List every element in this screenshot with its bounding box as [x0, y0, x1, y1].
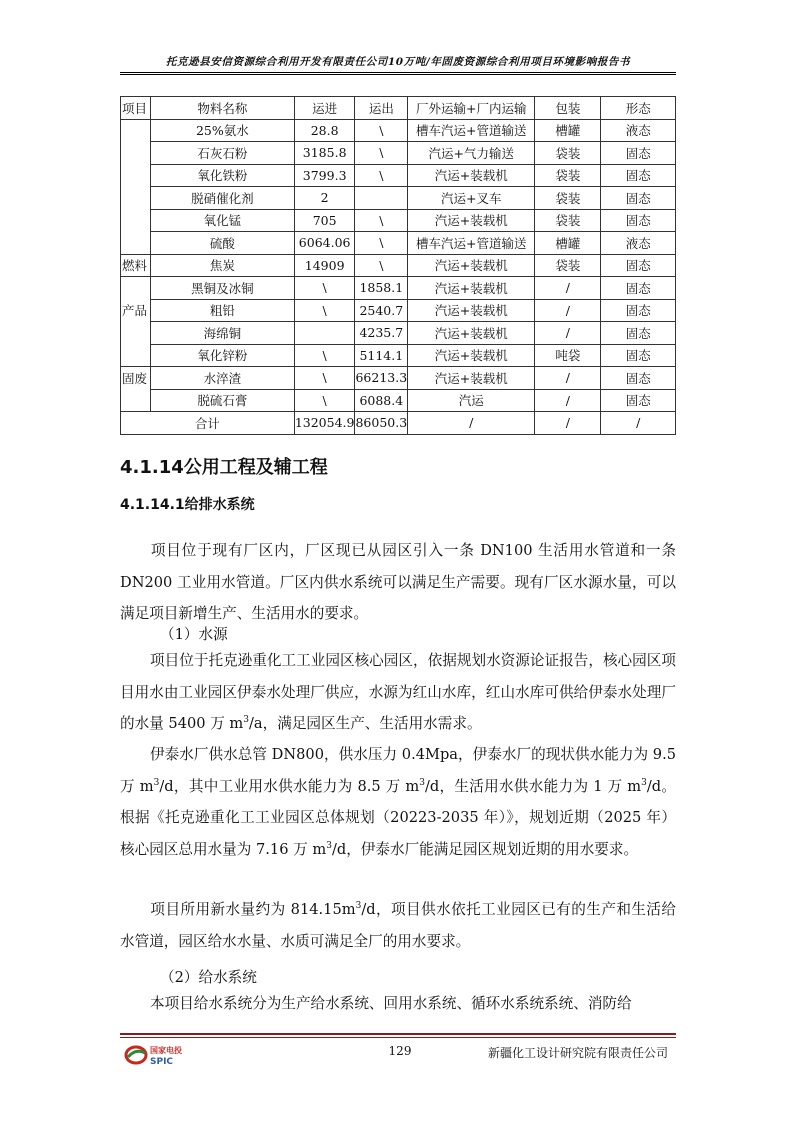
cell-total-out: 86050.3 [355, 412, 408, 435]
cell-category [121, 119, 151, 142]
cell-total-state: / [601, 412, 676, 435]
cell-category [121, 187, 151, 210]
superscript: 3 [419, 777, 425, 788]
cell-in: \ [294, 367, 355, 390]
col-header-transport: 厂外运输+厂内运输 [408, 97, 535, 120]
cell-transport: 汽运+气力输送 [408, 142, 535, 165]
cell-in: 28.8 [294, 119, 355, 142]
cell-material: 氧化铁粉 [150, 164, 294, 187]
page-header: 托克逊县安信资源综合利用开发有限责任公司10万吨/年固废资源综合利用项目环境影响报告书 [165, 56, 631, 68]
cell-transport: 汽运+装载机 [408, 164, 535, 187]
capacity-text-1: 伊泰水厂供水总管 DN800，供水压力 0.4Mpa，伊泰水厂的现状供水能力为 9.5 万 m [120, 746, 676, 795]
heading-water-supply-system: （2）给水系统 [160, 969, 257, 986]
col-header-category: 项目 [121, 97, 151, 120]
cell-transport: 汽运 [408, 389, 535, 412]
col-header-in: 运进 [294, 97, 355, 120]
cell-total-in: 132054.9 [294, 412, 355, 435]
cell-state: 固态 [601, 367, 676, 390]
cell-packing: 吨袋 [535, 344, 601, 367]
new-water-text-2: /d，项目供水依托工业园区已有的生产和生活给水管道，园区给水水量、水质可满足全厂的用水要求。 [120, 901, 677, 950]
cell-out: 4235.7 [355, 322, 408, 345]
cell-transport: 汽运+装载机 [408, 367, 535, 390]
paragraph-new-water [120, 894, 676, 957]
cell-out: 1858.1 [355, 277, 408, 300]
cell-state: 固态 [601, 164, 676, 187]
cell-out: \ [355, 232, 408, 255]
footer-rule-secondary [120, 1037, 676, 1038]
cell-category: 产品 [121, 299, 151, 322]
table-row [121, 344, 676, 367]
cell-transport: 汽运+装载机 [408, 299, 535, 322]
cell-in: \ [294, 389, 355, 412]
cell-out: \ [355, 164, 408, 187]
cell-state: 液态 [601, 119, 676, 142]
capacity-text-4: /d。根据《托克逊重化工工业园区总体规划（20223-2035 年）》，规划近期（2025 年）核心园区总用水量为 7.16 万 m [120, 777, 676, 858]
cell-category [121, 344, 151, 367]
cell-state: 固态 [601, 277, 676, 300]
cell-packing: 袋装 [535, 209, 601, 232]
cell-state: 固态 [601, 322, 676, 345]
cell-out: 2540.7 [355, 299, 408, 322]
cell-material: 氧化锰 [150, 209, 294, 232]
cell-out: 5114.1 [355, 344, 408, 367]
col-header-state: 形态 [601, 97, 676, 120]
cell-packing: 袋装 [535, 187, 601, 210]
cell-category [121, 209, 151, 232]
cell-out: \ [355, 119, 408, 142]
paragraph-water-source-text: 项目位于托克逊重化工工业园区核心园区，依据规划水资源论证报告，核心园区项目用水由工业园区伊泰水处理厂供应，水源为红山水库，红山水库可供给伊泰水处理厂的水量 5400 万 m [120, 652, 676, 732]
cell-material: 氧化锌粉 [150, 344, 294, 367]
cell-packing: / [535, 322, 601, 345]
cell-material: 水淬渣 [150, 367, 294, 390]
cell-material: 脱硝催化剂 [150, 187, 294, 210]
cell-in: 3185.8 [294, 142, 355, 165]
spic-logo [124, 1042, 194, 1068]
cell-state: 固态 [601, 389, 676, 412]
cell-out: 66213.3 [355, 367, 408, 390]
cell-material: 硫酸 [150, 232, 294, 255]
cell-packing: 槽罐 [535, 232, 601, 255]
cell-total-label: 合计 [121, 412, 295, 435]
table-row [121, 254, 676, 277]
cell-in: 14909 [294, 254, 355, 277]
superscript: 3 [153, 777, 160, 788]
materials-table [120, 96, 676, 435]
cell-out: 6088.4 [355, 389, 408, 412]
cell-state: 固态 [601, 299, 676, 322]
cell-transport: 汽运+装载机 [408, 277, 535, 300]
table-row [121, 299, 676, 322]
cell-category [121, 164, 151, 187]
cell-out [355, 187, 408, 210]
cell-category: 燃料 [121, 254, 151, 277]
logo-en-text: SPIC [150, 1057, 174, 1067]
cell-material: 粗铅 [150, 299, 294, 322]
cell-state: 固态 [601, 254, 676, 277]
capacity-text-5: /d，伊泰水厂能满足园区规划近期的用水要求。 [331, 840, 639, 858]
cell-material: 25%氨水 [150, 119, 294, 142]
col-header-material: 物料名称 [150, 97, 294, 120]
cell-category [121, 142, 151, 165]
paragraph-water-source-text-end: /a，满足园区生产、生活用水需求。 [249, 715, 482, 732]
cell-in: 6064.06 [294, 232, 355, 255]
cell-packing: 槽罐 [535, 119, 601, 142]
cell-category [121, 389, 151, 412]
cell-packing: / [535, 389, 601, 412]
section-title: 4.1.14公用工程及辅工程 [120, 457, 328, 478]
cell-packing: 袋装 [535, 254, 601, 277]
cell-material: 黑铜及冰铜 [150, 277, 294, 300]
cell-out: \ [355, 142, 408, 165]
cell-transport: 汽运+装载机 [408, 322, 535, 345]
cell-packing: 袋装 [535, 164, 601, 187]
cell-material: 焦炭 [150, 254, 294, 277]
cell-packing: 袋装 [535, 142, 601, 165]
superscript: 3 [326, 840, 332, 851]
paragraph-intro [120, 535, 676, 630]
cell-out: \ [355, 254, 408, 277]
cell-packing: / [535, 367, 601, 390]
logo-cn-text: 国家电投 [150, 1046, 182, 1055]
cell-state: 固态 [601, 344, 676, 367]
footer-organization: 新疆化工设计研究院有限责任公司 [488, 1046, 669, 1060]
subsection-title: 4.1.14.1给排水系统 [120, 497, 255, 513]
cell-in: \ [294, 277, 355, 300]
cell-transport: 槽车汽运+管道输送 [408, 119, 535, 142]
cell-state: 液态 [601, 232, 676, 255]
col-header-packing: 包装 [535, 97, 601, 120]
table-header-row [121, 97, 676, 120]
cell-transport: 汽运+装载机 [408, 254, 535, 277]
cell-state: 固态 [601, 187, 676, 210]
table-row [121, 232, 676, 255]
table-row [121, 322, 676, 345]
paragraph-water-supply-capacity [120, 739, 676, 865]
cell-in: \ [294, 344, 355, 367]
cell-in: \ [294, 299, 355, 322]
header-rule-secondary [120, 74, 676, 75]
spic-logo-icon [124, 1042, 194, 1068]
cell-category [121, 322, 151, 345]
cell-material: 海绵铜 [150, 322, 294, 345]
cell-in: 2 [294, 187, 355, 210]
cell-total-transport: / [408, 412, 535, 435]
new-water-text-1: 项目所用新水量约为 814.15m [150, 901, 356, 918]
paragraph-water-source [120, 645, 676, 740]
cell-packing: / [535, 277, 601, 300]
superscript: 3 [641, 777, 647, 788]
heading-water-source: （1）水源 [160, 626, 228, 643]
capacity-text-2: /d，其中工业用水供水能力为 8.5 万 m [159, 777, 420, 795]
cell-in: 3799.3 [294, 164, 355, 187]
paragraph-supply-system [120, 988, 676, 1020]
cell-transport: 汽运+叉车 [408, 187, 535, 210]
footer-rule [120, 1033, 676, 1035]
superscript: 3 [243, 715, 250, 726]
table-row [121, 389, 676, 412]
page-number: 129 [388, 1044, 412, 1058]
capacity-text-3: /d，生活用水供水能力为 1 万 m [424, 777, 642, 795]
cell-total-pack: / [535, 412, 601, 435]
paragraph-intro-text: 项目位于现有厂区内，厂区现已从园区引入一条 DN100 生活用水管道和一条 DN200 工业用水管道。厂区内供水系统可以满足生产需要。现有厂区水源水量，可以满足项目新增生产、生活用水的要求。 [120, 542, 676, 622]
cell-state: 固态 [601, 209, 676, 232]
table-row [121, 119, 676, 142]
cell-transport: 汽运+装载机 [408, 344, 535, 367]
cell-material: 石灰石粉 [150, 142, 294, 165]
table-row [121, 164, 676, 187]
cell-in [294, 322, 355, 345]
superscript: 3 [355, 901, 362, 912]
cell-out: \ [355, 209, 408, 232]
cell-in: 705 [294, 209, 355, 232]
cell-category [121, 232, 151, 255]
cell-category [121, 277, 151, 300]
col-header-out: 运出 [355, 97, 408, 120]
table-row [121, 142, 676, 165]
cell-transport: 槽车汽运+管道输送 [408, 232, 535, 255]
table-row [121, 367, 676, 390]
cell-category: 固废 [121, 367, 151, 390]
cell-packing: / [535, 299, 601, 322]
table-row [121, 187, 676, 210]
table-total-row [121, 412, 676, 435]
cell-material: 脱硫石膏 [150, 389, 294, 412]
header-rule [120, 72, 676, 73]
table-row [121, 209, 676, 232]
cell-transport: 汽运+装载机 [408, 209, 535, 232]
table-row [121, 277, 676, 300]
cell-state: 固态 [601, 142, 676, 165]
paragraph-supply-system-text: 本项目给水系统分为生产给水系统、回用水系统、循环水系统系统、消防给 [150, 995, 632, 1012]
